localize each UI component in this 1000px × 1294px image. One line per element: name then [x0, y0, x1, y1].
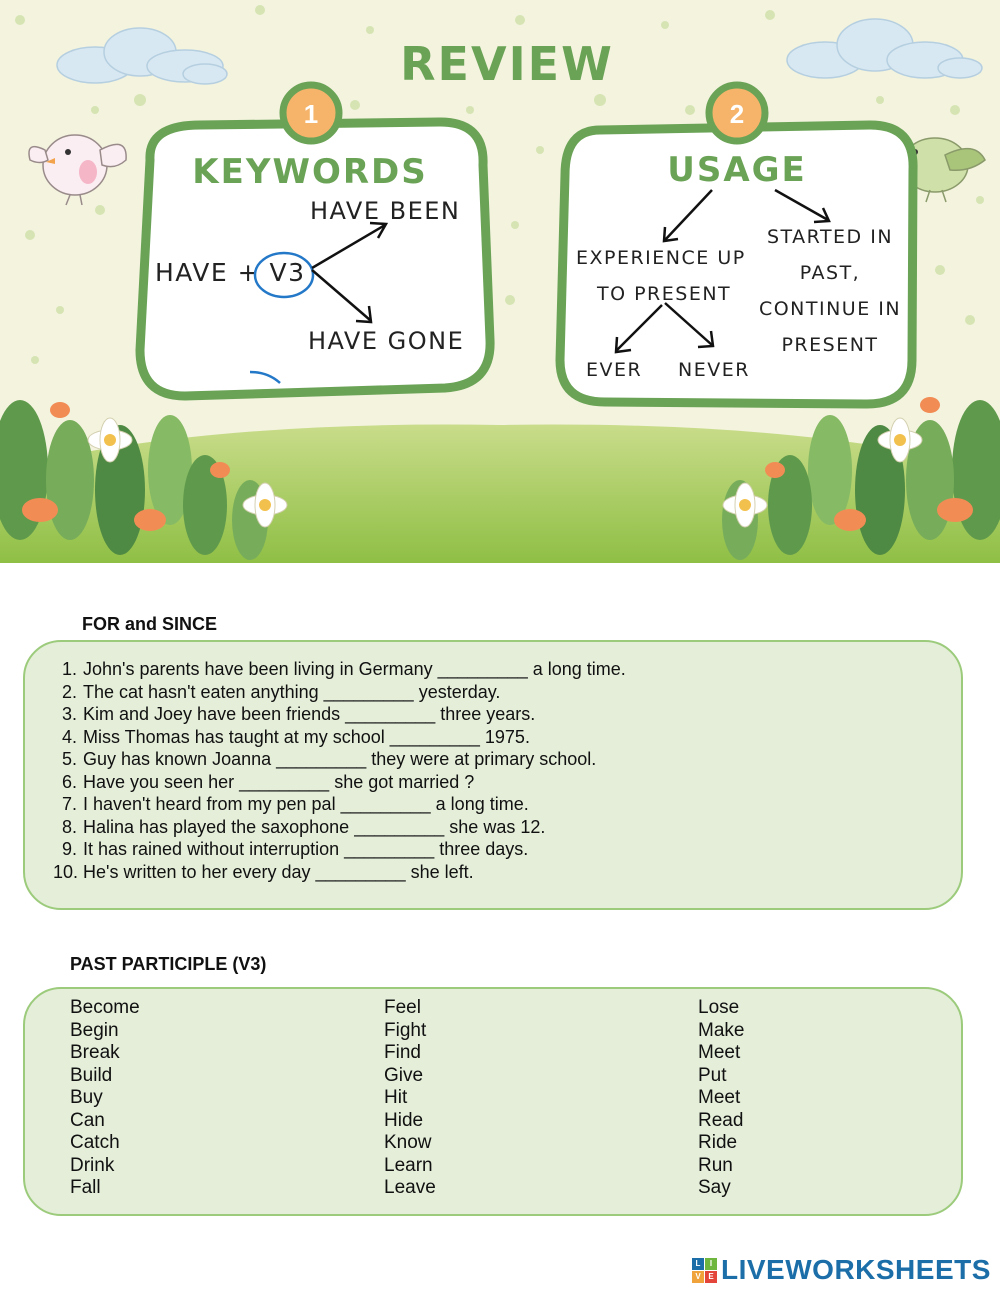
liveworksheets-logo-icon	[692, 1258, 717, 1283]
exercise-text: The cat hasn't eaten anything _________ yesterday.	[83, 681, 501, 702]
verb-item: Run	[698, 1154, 733, 1176]
logo-mark-letter: L	[692, 1258, 704, 1270]
exercise-number: 7.	[61, 794, 77, 814]
grass-hill	[0, 425, 1000, 563]
exercise-number: 10.	[53, 861, 79, 882]
exercise-text: John's parents have been living in Germany _________ a long time.	[83, 659, 626, 679]
review-banner	[0, 0, 1000, 563]
verb-item: Give	[384, 1064, 424, 1086]
keywords-card	[140, 85, 490, 396]
verb-item: Fall	[70, 1177, 101, 1198]
usage-started-line3: CONTINUE IN	[758, 298, 902, 320]
liveworksheets-logo[interactable]	[692, 1253, 991, 1287]
verb-item: Drink	[70, 1154, 115, 1176]
exercise-number: 1.	[61, 659, 77, 679]
past-participle-panel	[23, 987, 963, 1216]
exercise-text: Halina has played the saxophone _________ she was 12.	[83, 816, 546, 837]
verb-item: Put	[698, 1064, 727, 1086]
usage-started-line4: PRESENT	[781, 334, 879, 356]
exercise-number: 9.	[61, 839, 77, 859]
verb-item: Become	[70, 997, 140, 1018]
verb-item: Lose	[698, 997, 740, 1018]
usage-never: NEVER	[678, 359, 750, 381]
exercise-text: He's written to her every day _________ she left.	[83, 861, 474, 882]
usage-heading: USAGE	[667, 150, 807, 190]
verb-item: Can	[70, 1109, 105, 1131]
verb-item: Meet	[698, 1042, 741, 1063]
exercise-number: 6.	[61, 771, 77, 792]
exercise-item	[53, 861, 626, 884]
exercise-item	[53, 748, 626, 771]
exercise-item	[53, 658, 626, 681]
exercise-text: Miss Thomas has taught at my school _________ 1975.	[83, 726, 530, 747]
logo-mark-letter: V	[692, 1271, 704, 1283]
verb-column-1	[70, 997, 140, 1200]
exercise-item	[53, 726, 626, 749]
verb-item: Feel	[384, 997, 421, 1018]
verb-item: Buy	[70, 1087, 103, 1108]
usage-badge-number: 2	[729, 99, 745, 129]
verb-item: Make	[698, 1019, 745, 1041]
exercise-text: It has rained without interruption _________ three days.	[83, 839, 529, 859]
usage-started-line2: PAST,	[799, 262, 861, 284]
verb-item: Learn	[384, 1154, 433, 1176]
keywords-have-been: HAVE BEEN	[310, 197, 461, 225]
liveworksheets-logo-text: LIVEWORKSHEETS	[721, 1254, 991, 1285]
review-title: REVIEW	[400, 37, 614, 91]
logo-mark-letter: I	[705, 1258, 717, 1270]
verb-item: Begin	[70, 1019, 119, 1041]
verb-item: Read	[698, 1109, 744, 1131]
verb-item: Know	[384, 1132, 432, 1153]
exercise-number: 8.	[61, 816, 77, 837]
exercise-number: 5.	[61, 749, 77, 769]
exercise-text: Kim and Joey have been friends _________ three years.	[83, 704, 536, 724]
past-participle-title: PAST PARTICIPLE (V3)	[70, 954, 267, 974]
exercise-number: 2.	[61, 681, 77, 702]
keywords-badge-number: 1	[303, 99, 319, 129]
verb-item: Build	[70, 1064, 113, 1086]
usage-card	[560, 85, 913, 404]
verb-item: Hide	[384, 1109, 424, 1131]
usage-experience-line1: EXPERIENCE UP	[576, 247, 746, 269]
exercise-number: 3.	[61, 704, 77, 724]
banner-illustration	[0, 0, 1000, 563]
usage-experience-line2: TO PRESENT	[597, 283, 732, 305]
verb-item: Fight	[384, 1019, 427, 1041]
exercise-text: Have you seen her _________ she got married ?	[83, 771, 475, 792]
keywords-heading: KEYWORDS	[192, 152, 428, 192]
for-since-panel	[23, 640, 963, 910]
for-since-title: FOR and SINCE	[82, 614, 218, 634]
exercise-item	[53, 771, 626, 794]
exercise-item	[53, 816, 626, 839]
exercise-item	[53, 703, 626, 726]
verb-item: Catch	[70, 1132, 120, 1153]
usage-started-line1: STARTED IN	[766, 226, 894, 248]
verb-column-2	[384, 997, 436, 1200]
exercise-item	[53, 681, 626, 704]
verb-item: Say	[698, 1177, 731, 1198]
usage-ever: EVER	[586, 359, 643, 381]
exercise-number: 4.	[61, 726, 77, 747]
for-since-list	[53, 658, 626, 883]
verb-item: Break	[70, 1042, 120, 1063]
exercise-item	[53, 838, 626, 861]
verb-column-3	[698, 997, 744, 1200]
verb-item: Hit	[384, 1087, 408, 1108]
exercise-text: I haven't heard from my pen pal _________ a long time.	[83, 794, 529, 814]
logo-mark-letter: E	[705, 1271, 717, 1283]
verb-item: Find	[384, 1042, 421, 1063]
keywords-formula: HAVE + V3	[155, 258, 306, 287]
keywords-have-gone: HAVE GONE	[308, 327, 465, 355]
exercise-item	[53, 793, 626, 816]
verb-item: Meet	[698, 1087, 741, 1108]
verb-item: Leave	[384, 1177, 436, 1198]
exercise-text: Guy has known Joanna _________ they were at primary school.	[83, 749, 597, 769]
verb-item: Ride	[698, 1132, 738, 1153]
